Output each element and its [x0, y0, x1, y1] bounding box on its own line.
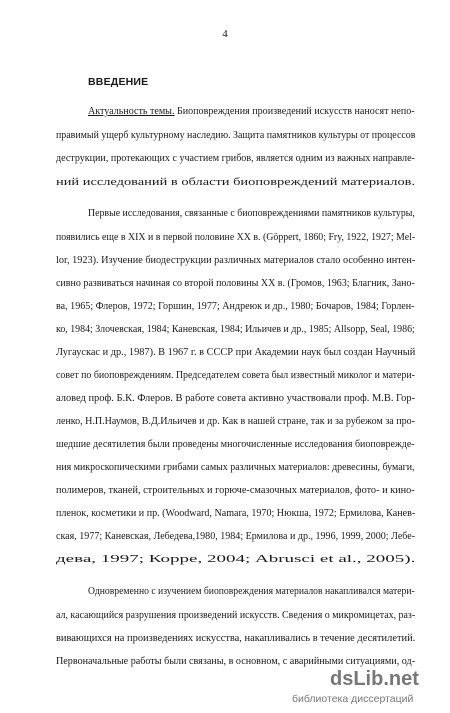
- text-line: ская, 1977; Каневская, Лебедева,1980, 1984; Ермилова и др., 1996, 1999, 2000; Лебе-: [56, 530, 416, 542]
- text-line: пленок, косметики и пр. (Woodward, Namara, 1970; Нюкша, 1972; Ермилова, Канев-: [56, 507, 416, 519]
- text-line: совет по биоповреждениям. Председателем совета был известный миколог и матери-: [56, 369, 415, 381]
- text-line-content: Биоповреждения произведений искусств наносят непо-: [176, 105, 415, 117]
- text-line: ва, 1965; Флеров, 1972; Горшин, 1977; Андреюк и др., 1980; Бочаров, 1984; Горлен-: [56, 300, 415, 312]
- text-line: Первоначальные работы были связаны, в основном, с аварийными ситуациями, од-: [56, 655, 416, 667]
- page-number: 4: [222, 28, 228, 40]
- text-line: дева, 1997; Корре, 2004; Abrusci et al., 2005).: [56, 553, 416, 565]
- text-line: ко, 1984; Злочевская, 1984; Каневская, 1984; Ильичев и др., 1985; Allsopp, Seal, 1986;: [56, 323, 415, 335]
- section-heading: ВВЕДЕНИЕ: [88, 76, 149, 88]
- text-line: сивно развиваться начиная со второй половины XX в. (Громов, 1963; Благник, Зано-: [56, 277, 415, 289]
- text-line: ленко, Н.П.Наумов, В.Д.Ильичев и др. Как в нашей стране, так и за рубежом за про-: [56, 415, 415, 427]
- watermark-logo: dsLib.net: [330, 668, 419, 690]
- text-line: полимеров, тканей, строительных и горюче-смазочных материалов, фото- и кино-: [56, 484, 415, 496]
- text-line: ния микроскопическими грибами самых различных материалов: древесины, бумаги,: [56, 461, 415, 473]
- text-line: правимый ущерб культурному наследию. Защита памятников культуры от процессов: [56, 129, 416, 141]
- text-line: lor, 1923). Изучение биодеструкции различных материалов стало особенно интен-: [56, 254, 416, 266]
- text-line: ал, касающийся разрушения произведений искусств. Сведения о микромицетах, раз-: [56, 609, 416, 621]
- text-line: [88, 105, 415, 117]
- text-line: Лугаускас и др., 1987). В 1967 г. в СССР при Академии наук был создан Научный: [56, 346, 416, 358]
- watermark-caption: библиотека диссертаций: [292, 693, 414, 705]
- text-line: вивающихся на произведениях искусства, накапливались в течение десятилетий.: [56, 632, 416, 644]
- text-line: аловед проф. Б.К. Флеров. В работе совета активно участвовали проф. М.В. Гор-: [56, 392, 416, 404]
- text-line: появились еще в XIX и в первой половине XX в. (Göppert, 1860; Fry, 1922, 1927; Mel-: [56, 231, 416, 243]
- text-line: Одновременно с изучением биоповреждения материалов накапливался матери-: [88, 585, 415, 597]
- relevance-label: Актуальность темы.: [88, 105, 175, 117]
- text-line: Первые исследования, связанные с биоповреждениями памятников культуры,: [88, 207, 415, 219]
- text-line: шедшие десятилетия были проведены многочисленные исследования биоповрежде-: [56, 438, 415, 450]
- text-line: ний исследований в области биоповреждений материалов.: [56, 176, 416, 188]
- text-line: деструкции, протекающих с участием грибов, является одним из важных направле-: [56, 152, 415, 164]
